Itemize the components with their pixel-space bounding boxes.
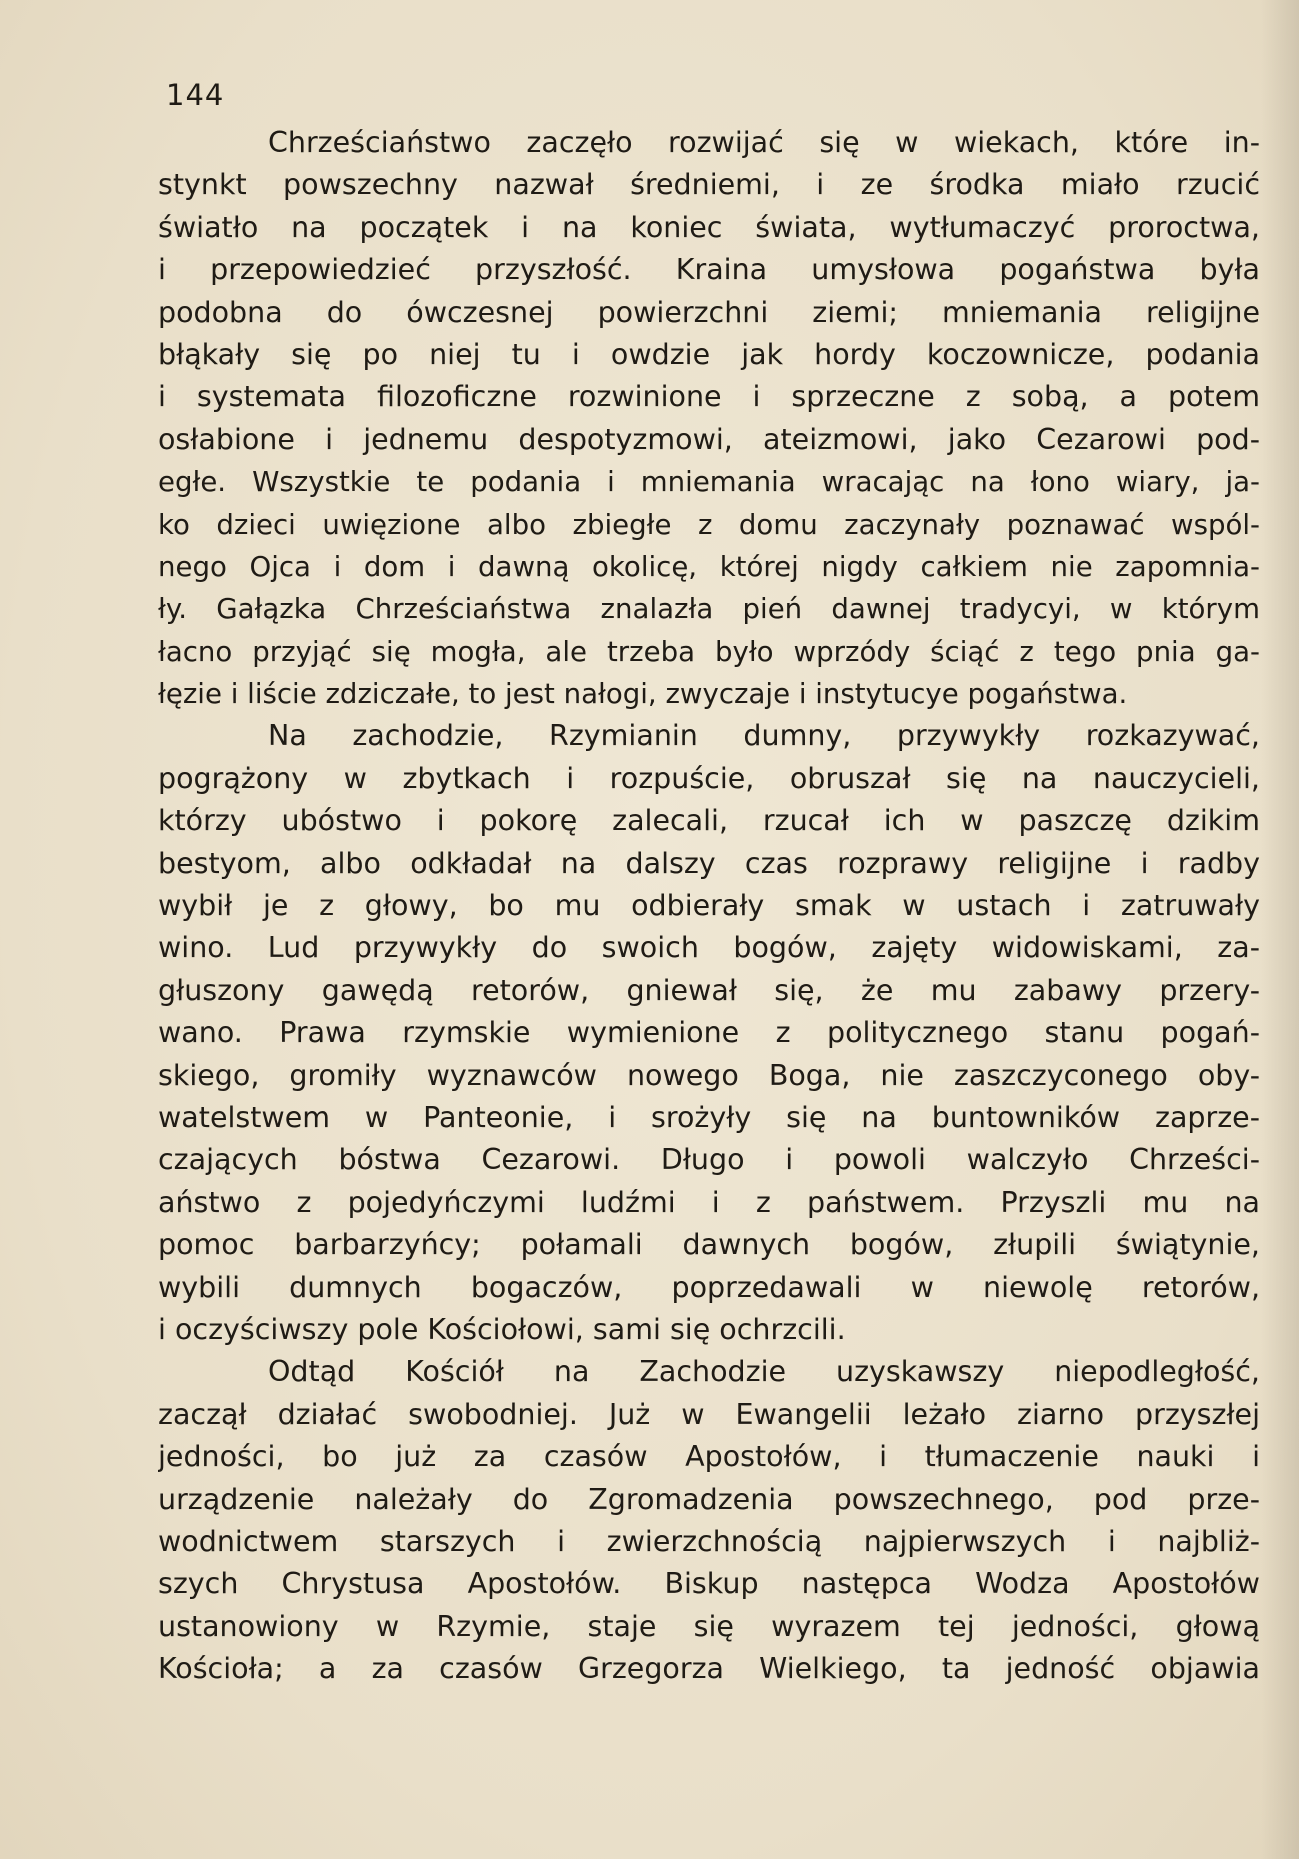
text-line: ko dzieci uwięzione albo zbiegłe z domu zaczynały poznawać wspól- (158, 507, 1260, 541)
text-line: głuszony gawędą retorów, gniewał się, że mu zabawy przery- (158, 973, 1260, 1007)
text-line: i systemata filozoficzne rozwinione i sprzeczne z sobą, a potem (158, 380, 1260, 414)
text-line: którzy ubóstwo i pokorę zalecali, rzucał ich w paszczę dzikim (158, 804, 1260, 838)
text-line: urządzenie należały do Zgromadzenia powszechnego, pod prze- (158, 1482, 1260, 1516)
text-line: Odtąd Kościół na Zachodzie uzyskawszy niepodległość, (268, 1355, 1260, 1389)
text-line: wino. Lud przywykły do swoich bogów, zajęty widowiskami, za- (158, 931, 1260, 965)
text-line: szych Chrystusa Apostołów. Biskup następca Wodza Apostołów (158, 1567, 1260, 1601)
text-line: i przepowiedzieć przyszłość. Kraina umysłowa pogaństwa była (158, 253, 1260, 287)
page-number: 144 (166, 78, 225, 112)
text-line: skiego, gromiły wyznawców nowego Boga, nie zaszczyconego oby- (158, 1058, 1260, 1092)
text-line: stynkt powszechny nazwał średniemi, i ze środka miało rzucić (158, 168, 1260, 202)
text-line: Chrześciaństwo zaczęło rozwijać się w wiekach, które in- (268, 126, 1260, 159)
text-line: i oczyściwszy pole Kościołowi, sami się ochrzcili. (158, 1312, 846, 1346)
text-line: ły. Gałązka Chrześciaństwa znalazła pień dawnej tradycyi, w którym (158, 592, 1260, 626)
text-line: podobna do ówczesnej powierzchni ziemi; mniemania religijne (158, 295, 1260, 329)
text-line: ustanowiony w Rzymie, staje się wyrazem tej jedności, głową (158, 1609, 1260, 1643)
text-line: wybili dumnych bogaczów, poprzedawali w niewolę retorów, (158, 1270, 1260, 1304)
text-line: watelstwem w Panteonie, i srożyły się na buntowników zaprze- (158, 1100, 1260, 1134)
text-line: łęzie i liście zdziczałe, to jest nałogi, zwyczaje i instytucye pogaństwa. (158, 677, 1128, 711)
page-edge-shadow (1261, 0, 1299, 1859)
text-line: wodnictwem starszych i zwierzchnością najpierwszych i najbliż- (158, 1524, 1260, 1558)
text-line: osłabione i jednemu despotyzmowi, ateizmowi, jako Cezarowi pod- (158, 422, 1260, 456)
text-line: aństwo z pojedyńczymi ludźmi i z państwem. Przyszli mu na (158, 1185, 1260, 1219)
text-line: Kościoła; a za czasów Grzegorza Wielkiego, ta jedność objawia (158, 1652, 1260, 1686)
text-line: wano. Prawa rzymskie wymienione z politycznego stanu pogań- (158, 1016, 1260, 1050)
text-line: błąkały się po niej tu i owdzie jak hordy koczownicze, podania (158, 337, 1260, 371)
text-line: czających bóstwa Cezarowi. Długo i powoli walczyło Chrześci- (158, 1143, 1260, 1177)
text-line: wybił je z głowy, bo mu odbierały smak w ustach i zatruwały (158, 889, 1260, 923)
text-line: światło na początek i na koniec świata, wytłumaczyć proroctwa, (158, 210, 1260, 244)
text-line: nego Ojca i dom i dawną okolicę, której nigdy całkiem nie zapomnia- (158, 549, 1260, 583)
text-line: egłe. Wszystkie te podania i mniemania wracając na łono wiary, ja- (158, 465, 1260, 499)
text-line: Na zachodzie, Rzymianin dumny, przywykły rozkazywać, (268, 719, 1260, 753)
text-line: pogrążony w zbytkach i rozpuście, obruszał się na nauczycieli, (158, 761, 1260, 795)
text-line: jedności, bo już za czasów Apostołów, i tłumaczenie nauki i (158, 1440, 1260, 1474)
text-line: łacno przyjąć się mogła, ale trzeba było wprzódy ściąć z tego pnia ga- (158, 634, 1260, 668)
text-line: pomoc barbarzyńcy; połamali dawnych bogów, złupili świątynie, (158, 1228, 1260, 1262)
text-line: bestyom, albo odkładał na dalszy czas rozprawy religijne i radby (158, 846, 1260, 880)
text-line: zaczął działać swobodniej. Już w Ewangelii leżało ziarno przyszłej (158, 1397, 1260, 1431)
body-text (158, 122, 1260, 1690)
